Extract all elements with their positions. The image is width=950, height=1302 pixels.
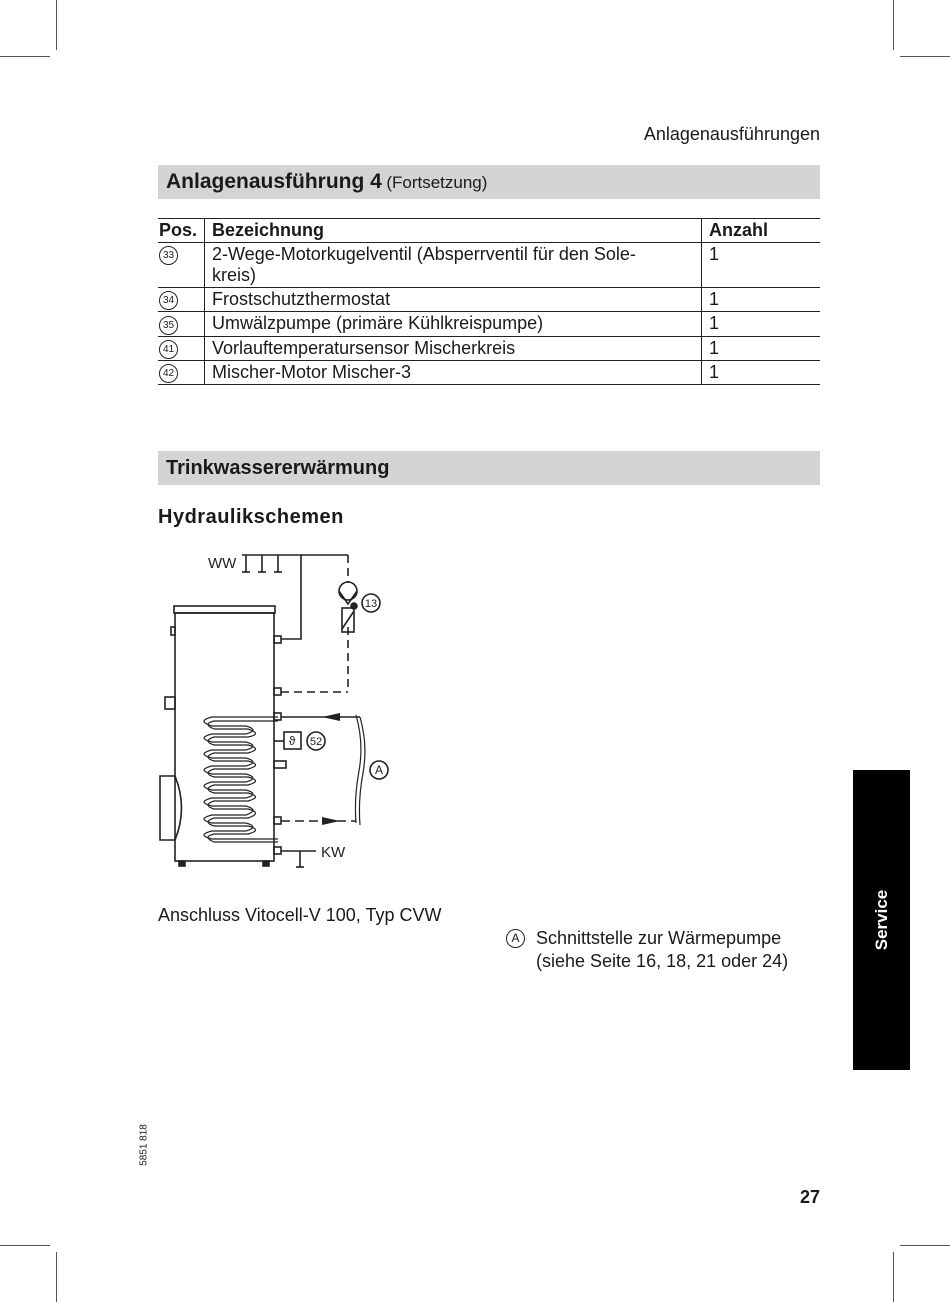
- ww-label: WW: [208, 555, 237, 572]
- side-tab-label: Service: [871, 889, 891, 951]
- connection-stub: [274, 688, 281, 695]
- pump-label: 13: [364, 598, 378, 610]
- crop-mark: [56, 1252, 57, 1302]
- diagram-caption: Anschluss Vitocell-V 100, Typ CVW: [158, 905, 442, 925]
- header-anzahl: Anzahl: [702, 219, 820, 243]
- anzahl-cell: 1: [702, 288, 820, 312]
- side-tab: [853, 770, 910, 1070]
- pos-cell: [158, 288, 205, 312]
- tap-symbols: [242, 555, 282, 572]
- position-number: 34: [159, 291, 178, 310]
- kw-label: KW: [321, 844, 346, 861]
- header-bezeichnung: Bezeichnung: [205, 219, 702, 243]
- section-title: Anlagenausführung 4: [166, 170, 382, 193]
- pos-cell: [158, 336, 205, 360]
- connection-stub: [274, 817, 281, 824]
- crop-mark: [0, 56, 50, 57]
- tank-foot: [179, 861, 185, 866]
- anzahl-cell: 1: [702, 243, 820, 288]
- bezeichnung-text-cont: kreis): [212, 265, 257, 285]
- section-subtitle: (Fortsetzung): [386, 173, 488, 192]
- anzahl-cell: 1: [702, 336, 820, 360]
- bezeichnung-cell: [205, 243, 702, 288]
- running-header: Anlagenausführungen: [643, 124, 820, 144]
- interface-bracket: [355, 715, 360, 823]
- bezeichnung-cell: Vorlauftemperatursensor Mischerkreis: [205, 336, 702, 360]
- anzahl-cell: 1: [702, 360, 820, 384]
- position-number: 35: [159, 316, 178, 335]
- check-valve-icon: [342, 611, 354, 629]
- crop-mark: [0, 1245, 50, 1246]
- legend-letter: A: [506, 929, 525, 948]
- tank-flange: [160, 776, 182, 840]
- position-number: 33: [159, 246, 178, 265]
- crop-mark: [56, 0, 57, 50]
- tank-lid: [174, 606, 275, 613]
- anzahl-cell: 1: [702, 312, 820, 336]
- table-row: [158, 288, 820, 312]
- position-number: 42: [159, 364, 178, 383]
- legend-text-line: Schnittstelle zur Wärmepumpe: [536, 928, 782, 948]
- tank-fitting: [274, 761, 286, 768]
- tank-foot: [263, 861, 269, 866]
- document-number: 5851 818: [138, 1124, 150, 1166]
- table-row: [158, 360, 820, 384]
- page-number: 27: [799, 1187, 820, 1207]
- sensor-label: 52: [309, 736, 323, 748]
- table-row: [158, 312, 820, 336]
- table-header-row: [158, 219, 820, 243]
- bezeichnung-cell: Frostschutzthermostat: [205, 288, 702, 312]
- position-number: 41: [159, 340, 178, 359]
- section-title-bar: Trinkwassererwärmung: [158, 451, 820, 485]
- connection-stub: [274, 636, 281, 643]
- connection-stub: [274, 847, 281, 854]
- pos-cell: [158, 243, 205, 288]
- heating-coil: [204, 717, 278, 842]
- header-pos: Pos.: [158, 219, 205, 243]
- bezeichnung-cell: Umwälzpumpe (primäre Kühlkreispumpe): [205, 312, 702, 336]
- bezeichnung-text: 2-Wege-Motorkugelventil (Absperrventil für den Sole-: [212, 244, 636, 264]
- circulation-pump-icon: [339, 582, 357, 600]
- bezeichnung-cell: Mischer-Motor Mischer-3: [205, 360, 702, 384]
- legend: [506, 927, 788, 973]
- pos-cell: [158, 312, 205, 336]
- pos-cell: [158, 360, 205, 384]
- hot-water-line: [281, 555, 346, 639]
- legend-text-line: (siehe Seite 16, 18, 21 oder 24): [536, 951, 789, 971]
- section-title-bar: [158, 165, 820, 199]
- parts-table: [158, 218, 820, 385]
- return-arrow: [322, 817, 340, 825]
- hydraulic-diagram: [150, 545, 400, 880]
- table-row: [158, 243, 820, 288]
- circulation-line: [281, 555, 348, 692]
- table-row: [158, 336, 820, 360]
- crop-mark: [900, 1245, 950, 1246]
- flow-arrow: [322, 713, 340, 721]
- crop-mark: [900, 56, 950, 57]
- interface-label: A: [374, 763, 384, 777]
- crop-mark: [893, 1252, 894, 1302]
- subheading: Hydraulikschemen: [158, 506, 344, 528]
- crop-mark: [893, 0, 894, 50]
- tank-fitting: [165, 697, 175, 709]
- tank-fitting: [171, 627, 175, 635]
- sensor-symbol: ϑ: [288, 734, 296, 748]
